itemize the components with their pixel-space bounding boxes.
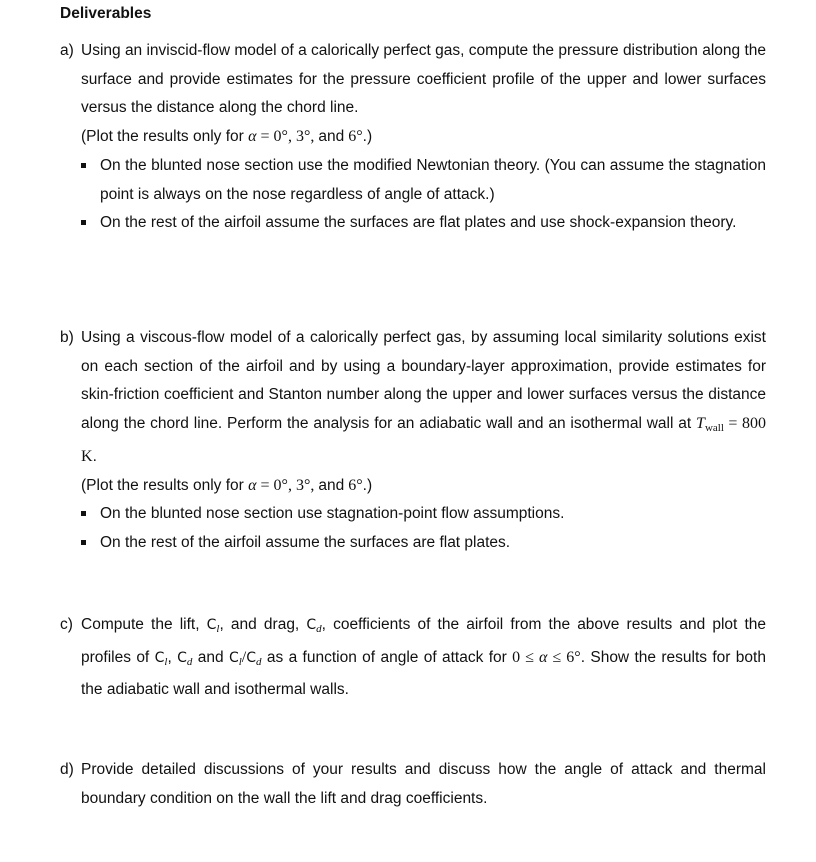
range-low: 0 ≤ (512, 648, 540, 666)
deliverable-d (60, 756, 766, 813)
item-text-main: Using a viscous-flow model of a calorically perfect gas, by assuming local similarity solutions exist on each section of the airfoil and by using a boundary-layer approximation, provide estimates for skin-friction coefficient and Stanton number along the upper and lower surfaces versus the distance along the chord line. Perform the analysis for an adiabatic wall and an isothermal wall at (81, 329, 766, 433)
temperature-symbol: T (696, 415, 705, 433)
bullet-text: On the blunted nose section use stagnation-point flow assumptions. (100, 505, 565, 523)
bullet-marker (81, 540, 86, 545)
angle-last: 6° (344, 476, 363, 494)
bullet-item (81, 500, 766, 529)
coef-subscript: d (256, 655, 262, 668)
coef-symbol: C (246, 649, 257, 666)
bullet-marker (81, 511, 86, 516)
text-part: as a function of angle of attack for (261, 648, 513, 666)
coef-subscript: l (216, 623, 220, 635)
note-prefix: (Plot the results only for (81, 476, 249, 494)
text-part: , and drag, (219, 616, 307, 633)
note-close: .) (362, 476, 373, 494)
temperature-subscript: wall (704, 422, 724, 435)
text-part: , (167, 648, 178, 666)
section-heading: Deliverables (60, 5, 152, 22)
coef-symbol: C (306, 617, 317, 633)
angle-values: = 0°, 3°, (256, 128, 319, 146)
temperature-end: . (92, 447, 97, 465)
angle-last: 6° (344, 128, 363, 146)
temperature-value: = 800 K (81, 415, 766, 465)
coef-subscript: d (186, 655, 193, 668)
text-part: , coefficients of the airfoil from the above results and plot the profiles of (81, 616, 766, 666)
plot-note (81, 123, 766, 152)
note-close: .) (362, 128, 373, 146)
coef-symbol: C (154, 649, 165, 666)
item-label: b) (60, 329, 74, 346)
item-text: Provide detailed discussions of your results and discuss how the angle of attack and thermal boundary condition on the wall the lift and drag coefficients. (81, 761, 766, 807)
bullet-text: On the blunted nose section use the modified Newtonian theory. (You can assume the stagnation point is always on the nose regardless of angle of attack.) (100, 156, 766, 203)
item-text (81, 611, 766, 705)
text-part: Compute the lift, (81, 616, 207, 633)
item-label: c) (60, 616, 73, 633)
item-label: a) (60, 42, 74, 59)
coef-subscript: l (164, 655, 168, 668)
angle-values: = 0°, 3°, (256, 476, 319, 494)
alpha-symbol: α (248, 476, 257, 494)
item-text: Using an inviscid-flow model of a calorically perfect gas, compute the pressure distribution along the surface and provide estimates for the pressure coefficient profile of the upper and lower surfaces versus the distance along the chord line. (81, 42, 766, 117)
alpha-symbol: α (248, 128, 257, 146)
deliverable-b (60, 324, 766, 558)
bullet-item (81, 152, 766, 209)
coef-symbol: C (206, 617, 217, 633)
bullet-item (81, 209, 766, 238)
bullet-text: On the rest of the airfoil assume the surfaces are flat plates. (100, 533, 511, 551)
bullet-marker (81, 163, 86, 168)
bullet-marker (81, 220, 86, 225)
plot-note (81, 472, 766, 501)
text-part: . Show the results for both the adiabatic wall and isothermal walls. (81, 648, 766, 699)
range-high: ≤ 6° (547, 648, 581, 666)
coef-subscript: d (316, 623, 322, 635)
alpha-symbol: α (539, 648, 548, 666)
coef-subscript: l (238, 655, 242, 668)
item-label: d) (60, 761, 74, 778)
deliverable-c (60, 611, 766, 705)
bullet-item (81, 529, 766, 558)
item-text (81, 324, 766, 472)
coef-symbol: C (228, 649, 239, 666)
bullet-text: On the rest of the airfoil assume the surfaces are flat plates and use shock-expansion theory. (100, 214, 737, 232)
ratio-slash: / (241, 648, 247, 666)
text-part: and (192, 648, 229, 666)
note-and: and (318, 128, 345, 146)
deliverable-a (60, 37, 766, 238)
note-prefix: (Plot the results only for (81, 128, 249, 146)
coef-symbol: C (177, 649, 187, 666)
note-and: and (318, 476, 345, 494)
